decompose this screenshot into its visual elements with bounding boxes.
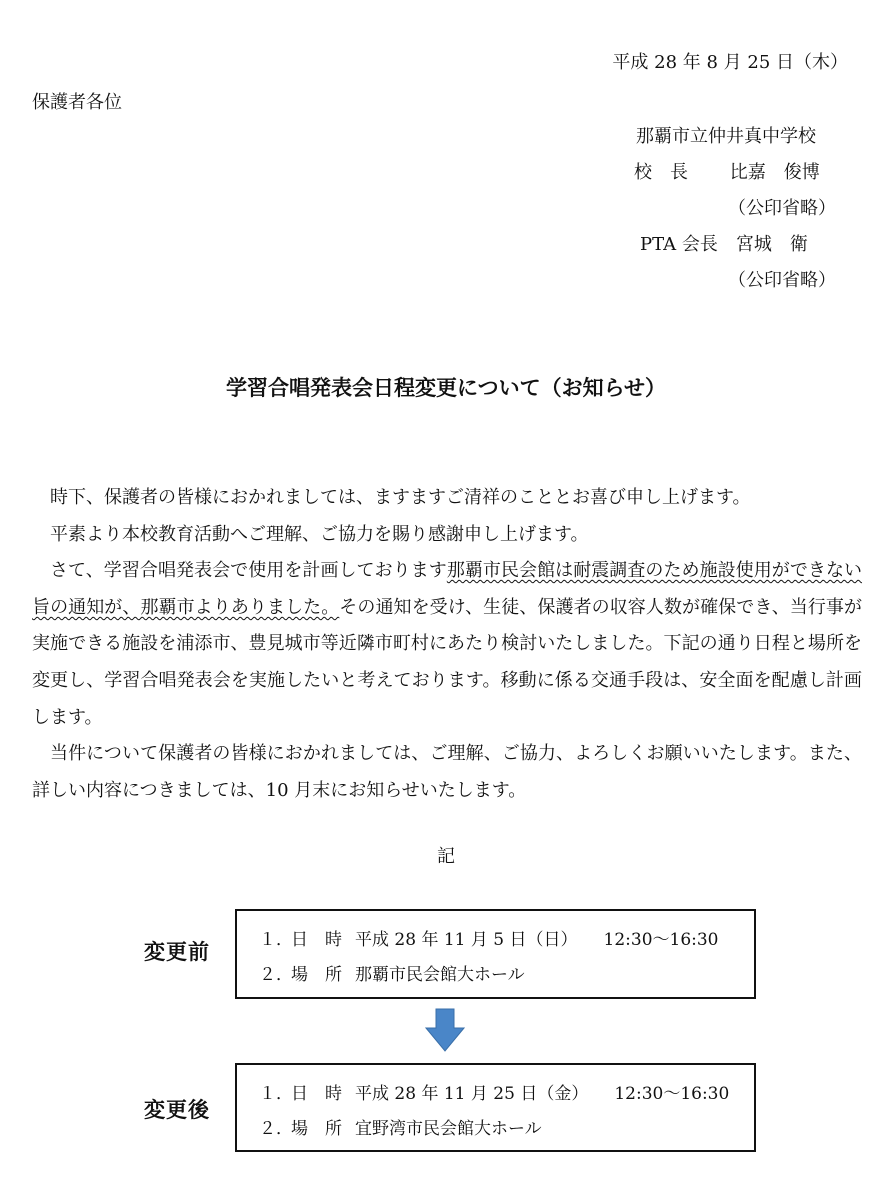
schedule-after-datetime: １．日 時 平成 28 年 11 月 25 日（金） 12:30～16:30 [259, 1079, 729, 1104]
principal-seal-note: （公印省略） [728, 198, 836, 219]
sender-school: 那覇市立仲井真中学校 [636, 126, 816, 147]
schedule-before-datetime: １．日 時 平成 28 年 11 月 5 日（日） 12:30～16:30 [259, 925, 719, 950]
recipient: 保護者各位 [32, 92, 122, 113]
after-date: 平成 28 年 11 月 25 日（金） [355, 1084, 589, 1104]
document-title: 学習合唱発表会日程変更について（お知らせ） [226, 376, 666, 400]
body-text [32, 480, 862, 809]
ki-heading: 記 [437, 846, 455, 867]
notice-underlined: 那覇市民会館は耐震調査のため施設使用ができない旨の通知が、那覇市よりありました。 [32, 560, 863, 618]
after-time: 12:30～16:30 [614, 1084, 730, 1104]
notice-detail: その通知を受け、生徒、保護者の収容人数が確保でき、当行事が実施できる施設を浦添市、豊見城市等近隣市町村にあたり検討いたしました。下記の通り日程と場所を変更し、学習合唱発表会を実施したいと考えております。移動に係る交通手段は、安全面を配慮し計画します。 [32, 596, 862, 728]
down-arrow-icon [425, 1008, 465, 1052]
before-place: 那覇市民会館大ホール [355, 965, 525, 985]
schedule-after-place: ２．場 所 宜野湾市民会館大ホール [259, 1114, 542, 1139]
sender-pta-chair: PTA 会長 宮城 衛 [640, 234, 808, 255]
after-place: 宜野湾市民会館大ホール [355, 1119, 542, 1139]
pta-seal-note: （公印省略） [728, 270, 836, 291]
before-date: 平成 28 年 11 月 5 日（日） [355, 930, 578, 950]
paragraph-closing: 当件について保護者の皆様におかれましては、ご理解、ご協力、よろしくお願いいたします。また、詳しい内容につきましては、10 月末にお知らせいたします。 [32, 743, 862, 801]
before-time: 12:30～16:30 [603, 930, 719, 950]
schedule-before-box [235, 909, 756, 999]
label-after-change: 変更後 [144, 1098, 210, 1122]
schedule-before-place: ２．場 所 那覇市民会館大ホール [259, 960, 525, 985]
paragraph-thanks: 平素より本校教育活動へご理解、ご協力を賜り感謝申し上げます。 [50, 523, 589, 545]
paragraph-greeting: 時下、保護者の皆様におかれましては、ますますご清祥のこととお喜び申し上げます。 [50, 487, 751, 508]
label-before-change: 変更前 [144, 940, 210, 964]
document-date: 平成 28 年 8 月 25 日（木） [612, 52, 848, 73]
notice-intro: さて、学習合唱発表会で使用を計画しております [50, 560, 447, 582]
paragraph-notice [32, 553, 862, 736]
schedule-after-box [235, 1063, 756, 1152]
sender-principal: 校 長 比嘉 俊博 [634, 162, 820, 183]
